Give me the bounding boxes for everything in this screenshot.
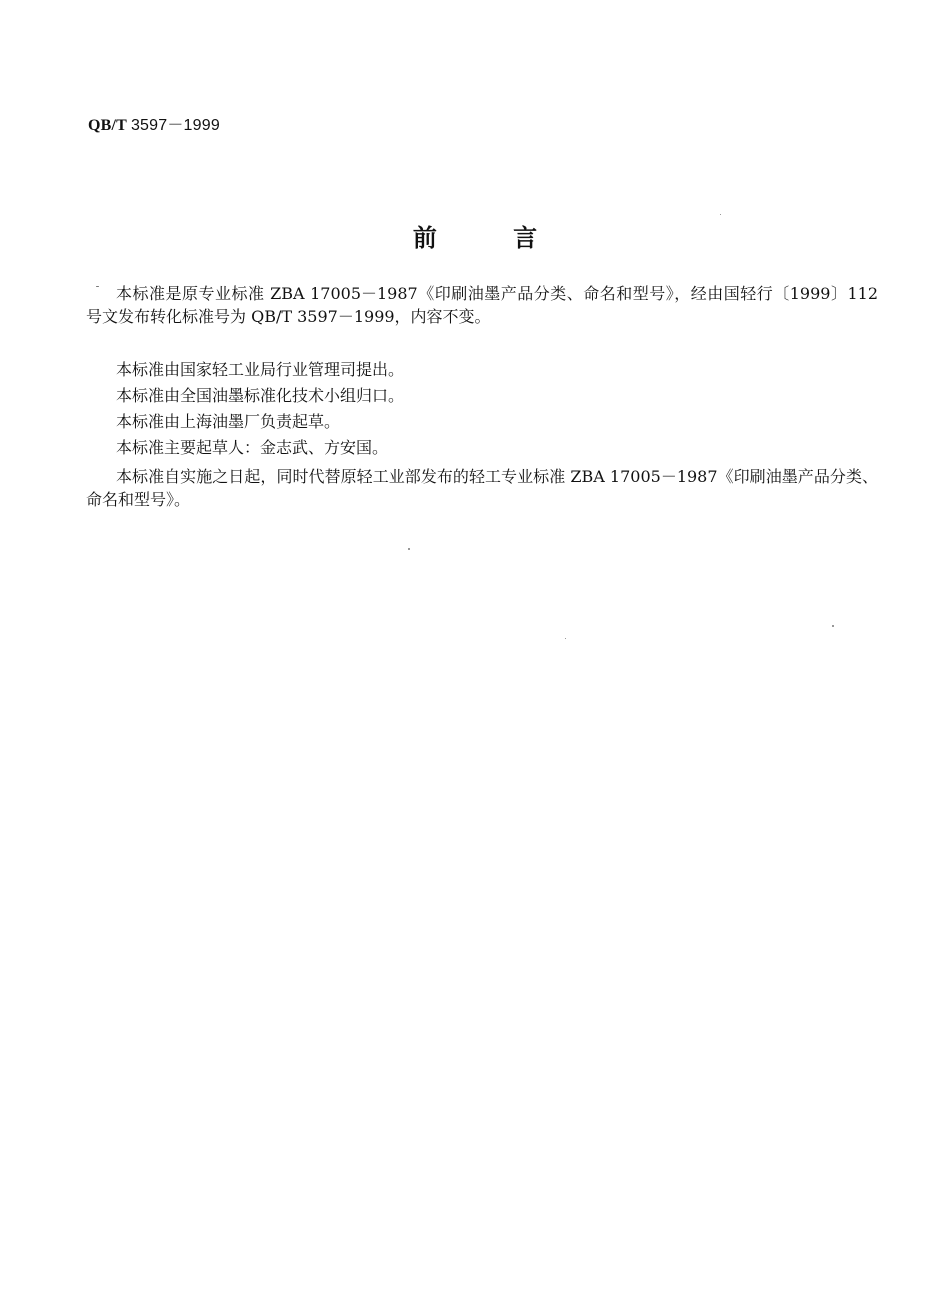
paragraph-drafted-by: 本标准由上海油墨厂负责起草。 [116,412,341,431]
scan-speck [832,625,834,627]
paragraph-conversion: 本标准是原专业标准 ZBA 17005－1987《印刷油墨产品分类、命名和型号》，经由国轻行〔1999〕112 号文发布转化标准号为 QB/T 3597－1999，内容不变。 [86,284,878,326]
scan-speck [408,548,410,550]
scan-speck [96,286,99,287]
standard-code-prefix: QB/T [88,117,127,134]
paragraph-centralized-by: 本标准由全国油墨标准化技术小组归口。 [116,386,405,405]
scan-speck [720,214,721,215]
paragraph-proposed-by: 本标准由国家轻工业局行业管理司提出。 [116,360,405,379]
scan-speck [565,638,566,639]
standard-code [88,112,220,135]
foreword-title: 前 言 [412,223,572,252]
paragraph-replacement: 本标准自实施之日起，同时代替原轻工业部发布的轻工专业标准 ZBA 17005－1987《印刷油墨产品分类、命名和型号》。 [86,467,878,509]
standard-code-number: 3597－1999 [130,117,220,134]
paragraph-main-drafters: 本标准主要起草人：金志武、方安国。 [116,438,389,457]
